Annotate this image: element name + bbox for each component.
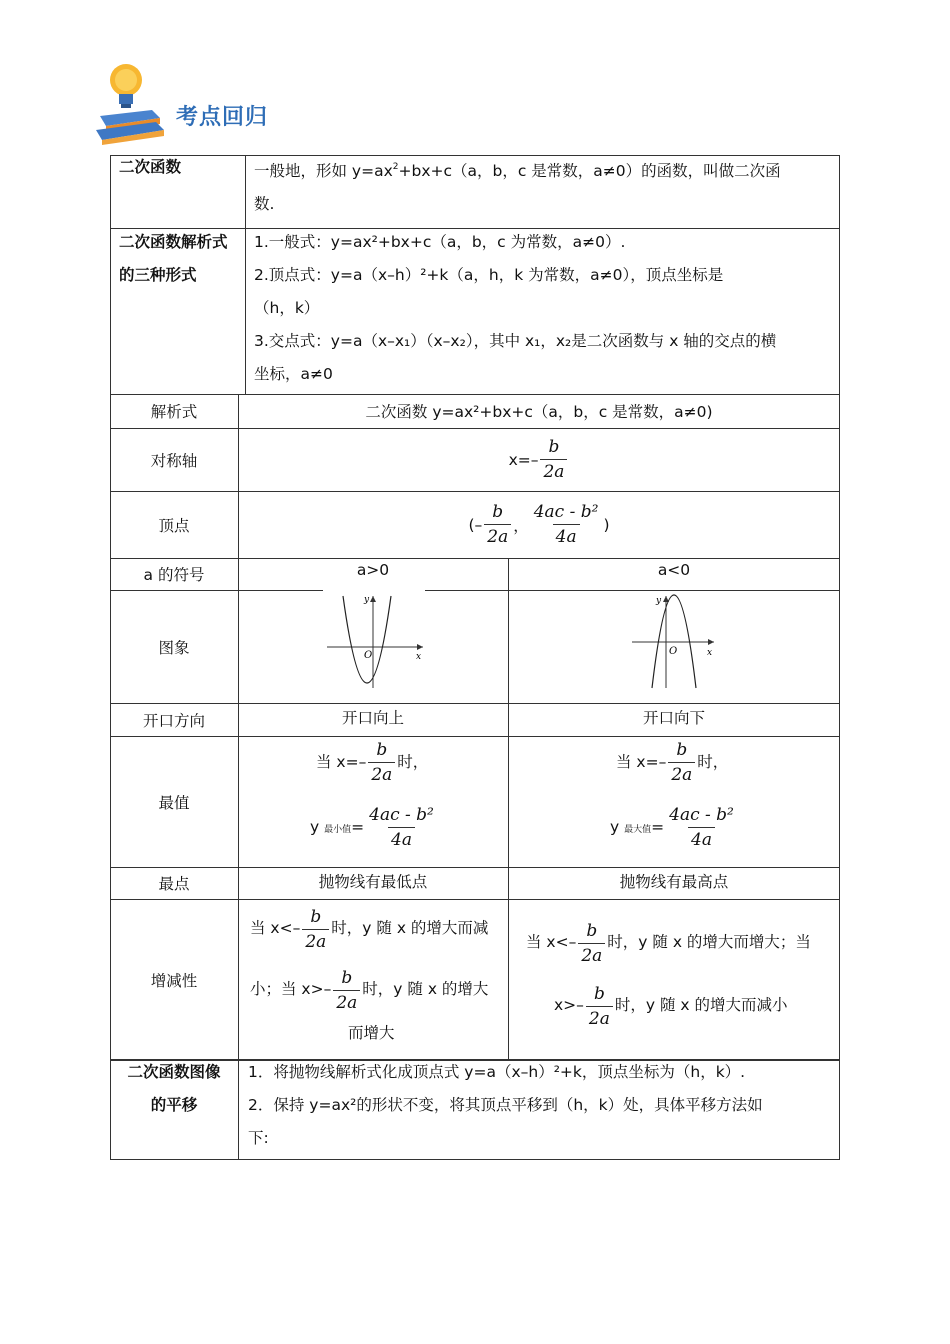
svg-text:x: x xyxy=(707,648,713,658)
extreme-neg-condition: 当 x=– $\frac{b}{2a}$ 时， xyxy=(616,740,729,785)
forms-text xyxy=(254,226,836,391)
definition-label: 二次函数 xyxy=(119,158,182,176)
fraction: $\frac{b}{2a}$ xyxy=(668,738,695,787)
row-expr-value: 二次函数 y=ax²+bx+c（a，b，c 是常数，a≠0) xyxy=(365,403,713,421)
section-title: 考点回归 xyxy=(176,105,269,130)
shift-step-2: 2．保持 y=ax²的形状不变，将其顶点平移到（h，k）处，具体平移方法如 xyxy=(248,1096,763,1114)
fraction: $\frac{\text{4ac - b²}}{4a}$ xyxy=(669,805,734,850)
form-intercept-cont: 坐标，a≠0 xyxy=(254,365,333,383)
lightbulb-books-icon xyxy=(92,60,176,145)
svg-text:O: O xyxy=(364,650,373,661)
svg-text:O: O xyxy=(669,646,678,657)
row-open-label: 开口方向 xyxy=(142,711,205,730)
open-up: 开口向上 xyxy=(341,709,404,727)
fraction: $\frac{b}{2a}$ xyxy=(368,738,395,787)
fraction: $\frac{b}{2a}$ xyxy=(302,905,329,954)
forms-label: 二次函数解析式 的三种形式 xyxy=(119,233,228,284)
mono-negative: 当 x<– $\frac{b}{2a}$ 时，y 随 x 的增大而增大；当 x>– $\frac{b}{2a}$ 时，y 随 x 的增大而减小 xyxy=(526,920,811,1029)
fraction: $\frac{b}{2a}$ xyxy=(484,500,511,549)
definition-text: 一般地，形如 $y=ax^2+bx+c(a$，b，c 是常数，a≠0）的函数，叫做二次函 数. xyxy=(254,162,781,213)
row-axis-value: x=– $\frac{b}{2a}$ xyxy=(238,428,840,491)
form-general: 1.一般式：y=ax²+bx+c（a，b，c 为常数，a≠0）. xyxy=(254,233,626,251)
fraction: $\frac{b}{2a}$ xyxy=(333,966,360,1015)
row-axis-label: 对称轴 xyxy=(150,451,198,470)
section-header xyxy=(92,60,352,145)
point-highest: 抛物线有最高点 xyxy=(619,873,729,891)
row-graph-label: 图象 xyxy=(158,638,190,657)
open-down: 开口向下 xyxy=(642,709,705,727)
row-vertex-value: (– $\frac{b}{2a}$ ， $\frac{\text{4ac - b²}}{4a}$ ) xyxy=(468,502,610,547)
point-lowest: 抛物线有最低点 xyxy=(318,873,428,891)
form-intercept: 3.交点式：y=a（x–x₁）（x–x₂），其中 x₁，x₂是二次函数与 x 轴的交点的横 xyxy=(254,332,777,350)
extreme-pos-value: y 最小值= $\frac{\text{4ac - b²}}{4a}$ xyxy=(310,803,439,852)
shift-step-2-cont: 下: xyxy=(248,1129,269,1147)
svg-text:y: y xyxy=(656,596,662,606)
shift-label: 二次函数图像 的平移 xyxy=(127,1063,221,1114)
row-vertex-label: 顶点 xyxy=(158,516,190,535)
fraction: $\frac{b}{2a}$ xyxy=(540,435,567,484)
graph-upward-parabola xyxy=(323,592,425,692)
extreme-neg-value: y 最大值= $\frac{\text{4ac - b²}}{4a}$ xyxy=(610,803,739,852)
shift-text xyxy=(248,1056,836,1155)
fraction: $\frac{\text{4ac - b²}}{4a}$ xyxy=(533,502,599,547)
sign-negative: a<0 xyxy=(657,561,691,579)
extreme-pos-condition: 当 x=– $\frac{b}{2a}$ 时， xyxy=(316,740,429,785)
shift-step-1: 1．将抛物线解析式化成顶点式 y=a（x–h）²+k，顶点坐标为（h，k）. xyxy=(248,1063,746,1081)
sign-positive: a>0 xyxy=(356,561,390,579)
row-extreme-label: 最值 xyxy=(158,793,190,812)
svg-text:y: y xyxy=(364,595,370,605)
mono-positive: 当 x<– $\frac{b}{2a}$ 时，y 随 x 的增大而减 小；当 x>– $\frac{b}{2a}$ 时，y 随 x 的增大 而增大 xyxy=(250,906,489,1043)
svg-text:x: x xyxy=(416,652,422,662)
fraction: $\frac{b}{2a}$ xyxy=(578,919,605,968)
form-vertex-cont: （h，k） xyxy=(254,299,320,317)
row-point-label: 最点 xyxy=(158,875,190,893)
graph-downward-parabola xyxy=(628,592,718,692)
row-expr-label: 解析式 xyxy=(150,403,198,421)
form-vertex: 2.顶点式：y=a（x–h）²+k（a，h，k 为常数，a≠0），顶点坐标是 xyxy=(254,266,724,284)
fraction: $\frac{b}{2a}$ xyxy=(586,982,613,1031)
row-sign-label: a 的符号 xyxy=(143,566,205,584)
fraction: $\frac{\text{4ac - b²}}{4a}$ xyxy=(369,805,434,850)
row-mono-label: 增减性 xyxy=(150,971,198,990)
